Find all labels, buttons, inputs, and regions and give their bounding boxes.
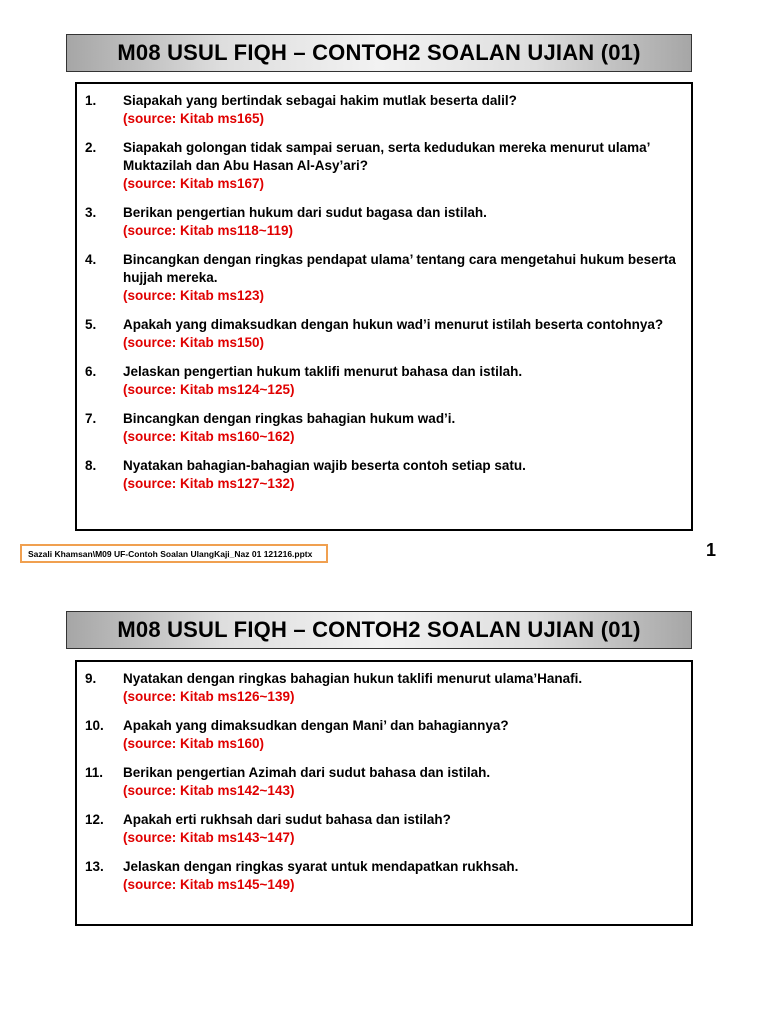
question-item — [85, 811, 681, 847]
question-source: (source: Kitab ms145~149) — [123, 877, 295, 892]
question-item — [85, 204, 681, 240]
question-source: (source: Kitab ms165) — [123, 111, 265, 126]
question-source: (source: Kitab ms118~119) — [123, 223, 293, 238]
question-item — [85, 410, 681, 446]
page-number: 1 — [706, 540, 717, 560]
question-item — [85, 92, 681, 128]
question-number: 3. — [85, 205, 97, 220]
question-number: 12. — [85, 812, 104, 827]
question-source: (source: Kitab ms142~143) — [123, 783, 295, 798]
question-text: Apakah erti rukhsah dari sudut bahasa dan istilah? — [123, 812, 451, 827]
question-text: Siapakah golongan tidak sampai seruan, serta kedudukan mereka menurut ulama’ Muktazilah dan Abu Hasan Al-Asy’ari? — [123, 140, 650, 173]
question-number: 6. — [85, 364, 97, 379]
question-number: 10. — [85, 718, 104, 733]
question-text: Berikan pengertian hukum dari sudut bagasa dan istilah. — [123, 205, 487, 220]
question-source: (source: Kitab ms123) — [123, 288, 265, 303]
question-source: (source: Kitab ms167) — [123, 176, 265, 191]
question-source: (source: Kitab ms124~125) — [123, 382, 295, 397]
question-text: Nyatakan dengan ringkas bahagian hukun taklifi menurut ulama’Hanafi. — [123, 671, 583, 686]
question-number: 11. — [85, 765, 104, 780]
slide1-question-box — [75, 82, 693, 531]
question-item — [85, 139, 681, 193]
question-item — [85, 457, 681, 493]
question-item — [85, 764, 681, 800]
question-source: (source: Kitab ms143~147) — [123, 830, 295, 845]
question-source: (source: Kitab ms150) — [123, 335, 265, 350]
question-text: Nyatakan bahagian-bahagian wajib beserta contoh setiap satu. — [123, 458, 526, 473]
question-item — [85, 717, 681, 753]
question-number: 13. — [85, 859, 104, 874]
question-text: Apakah yang dimaksudkan dengan Mani’ dan bahagiannya? — [123, 718, 509, 733]
question-source: (source: Kitab ms160~162) — [123, 429, 295, 444]
question-source: (source: Kitab ms126~139) — [123, 689, 295, 704]
slide1-title: M08 USUL FIQH – CONTOH2 SOALAN UJIAN (01) — [66, 34, 692, 72]
question-text: Apakah yang dimaksudkan dengan hukun wad’i menurut istilah beserta contohnya? — [123, 317, 664, 332]
slide2-title: M08 USUL FIQH – CONTOH2 SOALAN UJIAN (01) — [66, 611, 692, 649]
question-item — [85, 251, 681, 305]
question-text: Bincangkan dengan ringkas bahagian hukum wad’i. — [123, 411, 456, 426]
question-text: Bincangkan dengan ringkas pendapat ulama’ tentang cara mengetahui hukum beserta hujjah mereka. — [123, 252, 676, 285]
file-path-label: Sazali Khamsan\M09 UF-Contoh Soalan UlangKaji_Naz 01 121216.pptx — [20, 544, 328, 563]
question-source: (source: Kitab ms127~132) — [123, 476, 295, 491]
slide2-question-box — [75, 660, 693, 926]
question-source: (source: Kitab ms160) — [123, 736, 265, 751]
question-item — [85, 670, 681, 706]
question-number: 9. — [85, 671, 97, 686]
question-item — [85, 858, 681, 894]
question-text: Berikan pengertian Azimah dari sudut bahasa dan istilah. — [123, 765, 491, 780]
question-number: 4. — [85, 252, 97, 267]
question-text: Jelaskan dengan ringkas syarat untuk mendapatkan rukhsah. — [123, 859, 519, 874]
question-text: Jelaskan pengertian hukum taklifi menurut bahasa dan istilah. — [123, 364, 523, 379]
question-text: Siapakah yang bertindak sebagai hakim mutlak beserta dalil? — [123, 93, 517, 108]
question-number: 2. — [85, 140, 97, 155]
question-number: 7. — [85, 411, 97, 426]
question-number: 5. — [85, 317, 97, 332]
question-number: 1. — [85, 93, 97, 108]
question-number: 8. — [85, 458, 97, 473]
question-item — [85, 316, 681, 352]
question-item — [85, 363, 681, 399]
